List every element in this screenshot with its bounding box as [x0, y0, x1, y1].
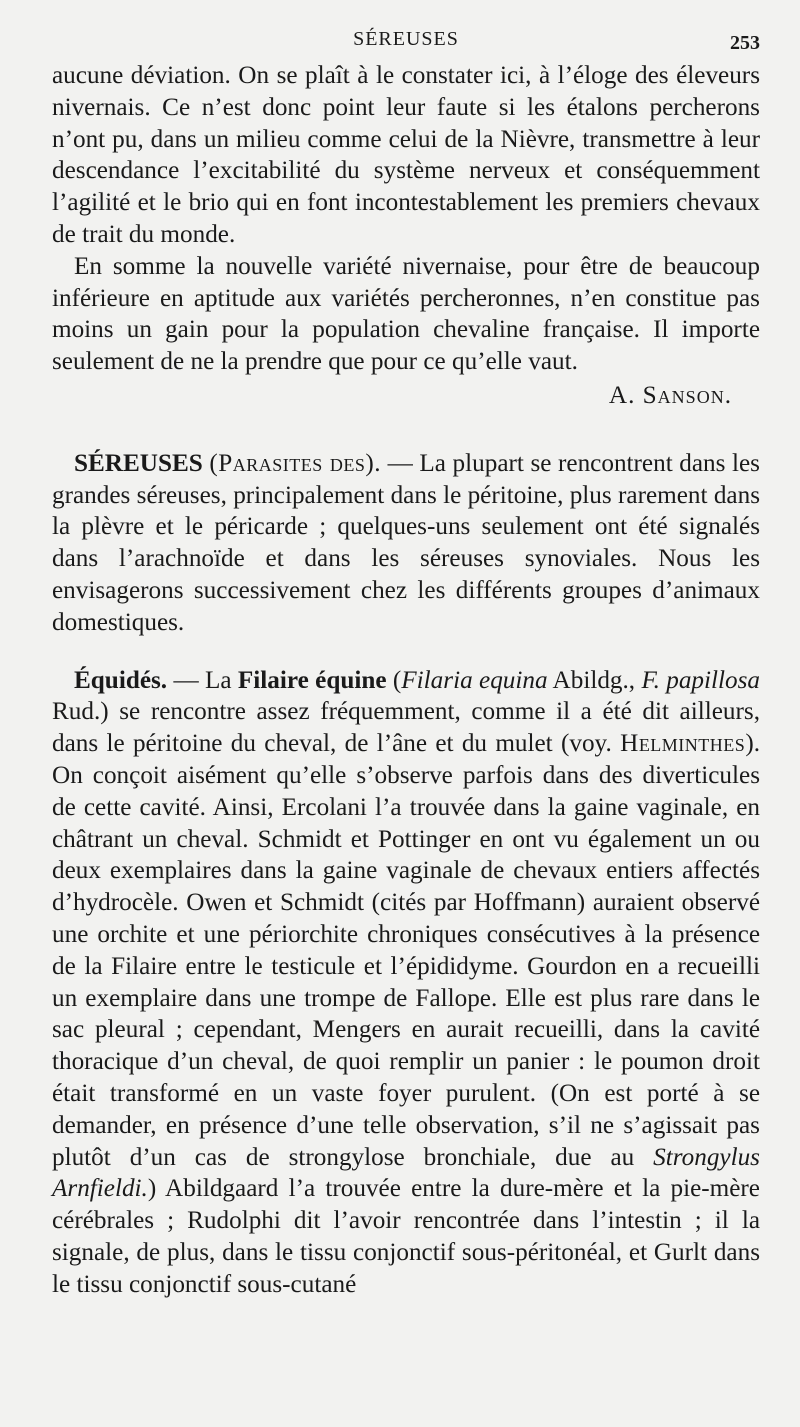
- equides-heading: Équidés.: [74, 666, 168, 694]
- authority-2: Rud.): [52, 698, 109, 726]
- equides-text-3: ) Abildgaard l’a trouvée entre la dure-mère et la pie-mère cérébrales ; Rudolphi dit l’avoir rencontrée dans l’intestin ; il la signale, de plus, dans le tissu conjonctif sous-péritonéal, et Gurlt dans le tissu conjonctif sous-cutané: [52, 1175, 760, 1298]
- latin-name-1: Filaria equina: [401, 666, 548, 694]
- continuation-paragraph-2: En somme la nouvelle variété nivernaise, pour être de beaucoup inférieure en aptitude aux variétés percheronnes, n’en constitue pas moins un gain pour la population chevaline française. Il importe seulement de ne la prendre que pour ce qu’elle vaut.: [52, 252, 760, 376]
- species-name: Filaire équine: [237, 666, 387, 694]
- section-paragraph: [52, 448, 760, 639]
- latin-name-3: Strongylus Arnfieldi.: [52, 1143, 760, 1203]
- section-heading: SÉREUSES: [74, 449, 203, 477]
- latin-name-2: F. papillosa: [641, 666, 761, 694]
- equides-dash: — La: [167, 666, 238, 694]
- equides-text-1: se rencontre assez fréquemment, comme il a été dit ailleurs, dans le péritoine du cheval, de l’âne et du mulet (voy.: [52, 698, 760, 758]
- equides-paragraph: [52, 665, 760, 1301]
- running-title: SÉREUSES: [353, 28, 459, 50]
- author-signature: A. Sanson.: [608, 381, 732, 409]
- section-text: — La plupart se rencontrent dans les grandes séreuses, principalement dans le péritoine, plus rarement dans la plèvre et le péricarde ; quelques-uns seulement ont été signalés dans l’arachnoïde et dans les séreuses synoviales. Nous les envisagerons successivement chez les différents groupes d’animaux domestiques.: [52, 449, 760, 636]
- authority-1: Abildg.,: [547, 666, 642, 694]
- paren-open: (: [386, 666, 402, 694]
- body-text: [52, 60, 760, 1300]
- continuation-paragraph-1: aucune déviation. On se plaît à le constater ici, à l’éloge des éleveurs nivernais. Ce n’est donc point leur faute si les étalons percherons n’ont pu, dans un milieu comme celui de la Nièvre, transmettre à leur descendance l’excitabilité du système nerveux et conséquemment l’agilité et le brio qui en font incontestablement les premiers chevaux de trait du monde.: [52, 62, 760, 248]
- running-head: [52, 28, 760, 60]
- cross-reference: Helminthes: [620, 730, 746, 758]
- section-heading-parenthetical: (Parasites des).: [209, 449, 382, 477]
- page-number: 253: [730, 32, 760, 54]
- equides-text-2: ). On conçoit aisément qu’elle s’observe parfois dans des diverticules de cette cavité. Ainsi, Ercolani l’a trouvée dans la gaine vaginale, en châtrant un cheval. Schmidt et Pottinger en ont vu également un ou deux exemplaires dans la gaine vaginale de chevaux entiers affectés d’hydrocèle. Owen et Schmidt (cités par Hoffmann) auraient observé une orchite et une périorchite chroniques consécutives à la présence de la Filaire entre le testicule et l’épididyme. Gourdon en a recueilli un exemplaire dans une trompe de Fallope. Elle est plus rare dans le sac pleural ; cependant, Mengers en aurait recueilli, dans la cavité thoracique d’un cheval, de quoi remplir un panier : le poumon droit était transformé en un vaste foyer purulent. (On est porté à se demander, en présence d’une telle observation, s’il ne s’agissait pas plutôt d’un cas de strongylose bronchiale, due au: [52, 730, 760, 1171]
